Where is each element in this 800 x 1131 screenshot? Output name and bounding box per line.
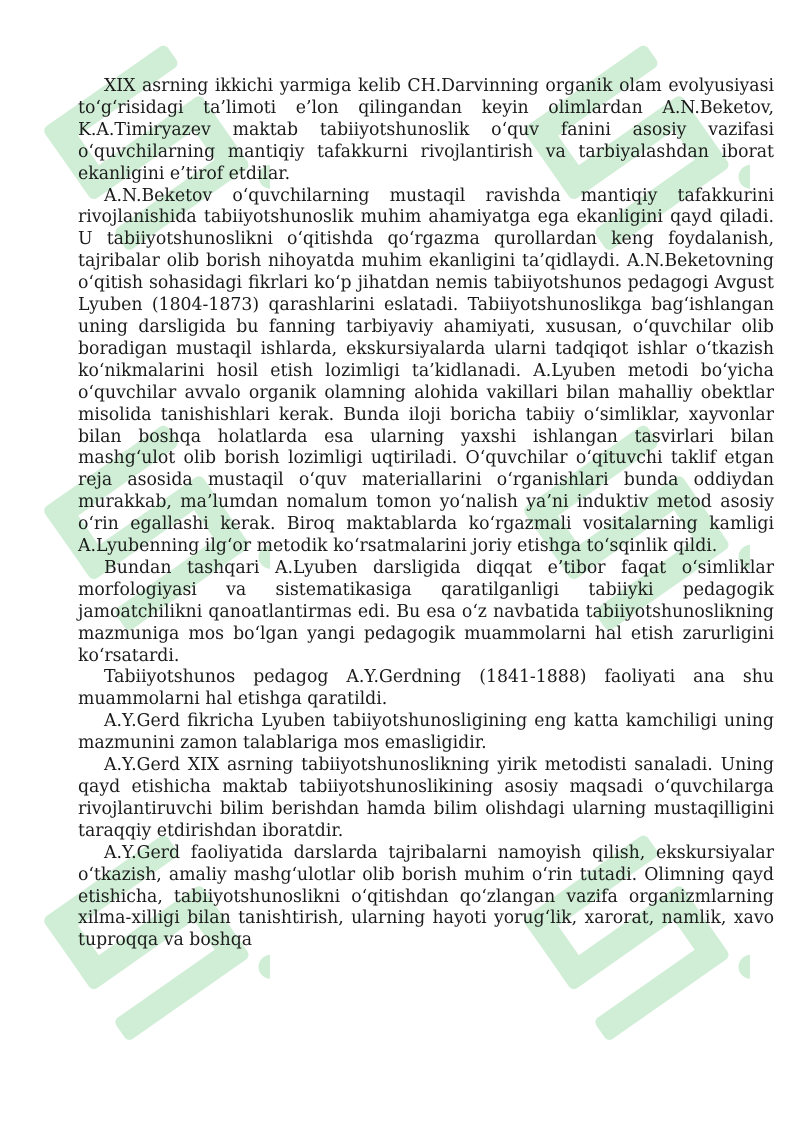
paragraph: A.N.Beketov o‘quvchilarning mustaqil ravishda mantiqiy tafakkurini rivojlanishida tabiiyotshunoslik muhim ahamiyatga ega ekanligini qayd qiladi. U tabiiyotshunoslikni o‘qitishda qo‘rgazma qurollardan keng foydalanish, tajribalar olib borish nihoyatda muhim ekanligini ta’qidlaydi. A.N.Beketovning o‘qitish sohasidagi fikrlari ko‘p jihatdan nemis tabiiyotshunos pedagogi Avgust Lyuben (1804-1873) qarashlarini eslatadi. Tabiiyotshunoslikga bag‘ishlangan uning darsligida bu fanning tarbiyaviy ahamiyati, xususan, o‘quvchilar olib boradigan mustaqil ishlarda, ekskursiyalarda ularni tadqiqot ishlar o‘tkazish ko‘nikmalarini hosil etish lozimligi ta’kidlanadi. A.Lyuben metodi bo‘yicha o‘quvchilar avvalo organik olamning alohida vakillari bilan mahalliy obektlar misolida tanishishlari kerak. Bunda iloji boricha tabiiy o‘simliklar, xayvonlar bilan boshqa holatlarda esa ularning yaxshi ishlangan tasvirlari bilan mashg‘ulot olib borish lozimligi uqtiriladi. O‘quvchilar o‘qituvchi taklif etgan reja asosida mustaqil o‘quv materiallarini o‘rganishlari bunda oddiydan murakkab, ma’lumdan nomalum tomon yo‘nalish ya’ni induktiv metod asosiy o‘rin egallashi kerak. Biroq maktablarda ko‘rgazmali vositalarning kamligi A.Lyubenning ilg‘or metodik ko‘rsatmalarini joriy etishga to‘sqinlik qildi. (78, 185, 774, 557)
paragraph: Bundan tashqari A.Lyuben darsligida diqqat e’tibor faqat o‘simliklar morfologiyasi va sistematikasiga qaratilganligi tabiiyki pedagogik jamoatchilikni qanoatlantirmas edi. Bu esa o‘z navbatida tabiiyotshunoslikning mazmuniga mos bo‘lgan yangi pedagogik muammolarni hal etish zarurligini ko‘rsatardi. (78, 557, 774, 666)
paragraph: A.Y.Gerd faoliyatida darslarda tajribalarni namoyish qilish, ekskursiyalar o‘tkazish, amaliy mashg‘ulotlar olib borish muhim o‘rin tutadi. Olimning qayd etishicha, tabiiyotshunoslikni o‘qitishdan qo‘zlangan vazifa organizmlarning xilma-xilligi bilan tanishtirish, ularning hayoti yorug‘lik, xarorat, namlik, xavo tuproqqa va boshqa (78, 842, 774, 951)
paragraph: A.Y.Gerd XIX asrning tabiiyotshunoslikning yirik metodisti sanaladi. Uning qayd etishicha maktab tabiiyotshunoslikining asosiy maqsadi o‘quvchilarga rivojlantiruvchi bilim berishdan hamda bilim olishdagi ularning mustaqilligini taraqqiy etdirishdan iboratdir. (78, 755, 774, 841)
paragraph: Tabiiyotshunos pedagog A.Y.Gerdning (1841-1888) faoliyati ana shu muammolarni hal etishga qaratildi. (78, 667, 774, 710)
paragraph: A.Y.Gerd fikricha Lyuben tabiiyotshunosligining eng katta kamchiligi uning mazmunini zamon talablariga mos emasligidir. (78, 711, 774, 754)
body-text (78, 76, 774, 952)
paragraph: XIX asrning ikkichi yarmiga kelib CH.Darvinning organik olam evolyusiyasi to‘g‘risidagi ta’limoti e’lon qilingandan keyin olimlardan A.N.Beketov, K.A.Timiryazev maktab tabiiyotshunoslik o‘quv fanini asosiy vazifasi o‘quvchilarning mantiqiy tafakkurni rivojlantirish va tarbiyalashdan iborat ekanligini e’tirof etdilar. (78, 76, 774, 184)
